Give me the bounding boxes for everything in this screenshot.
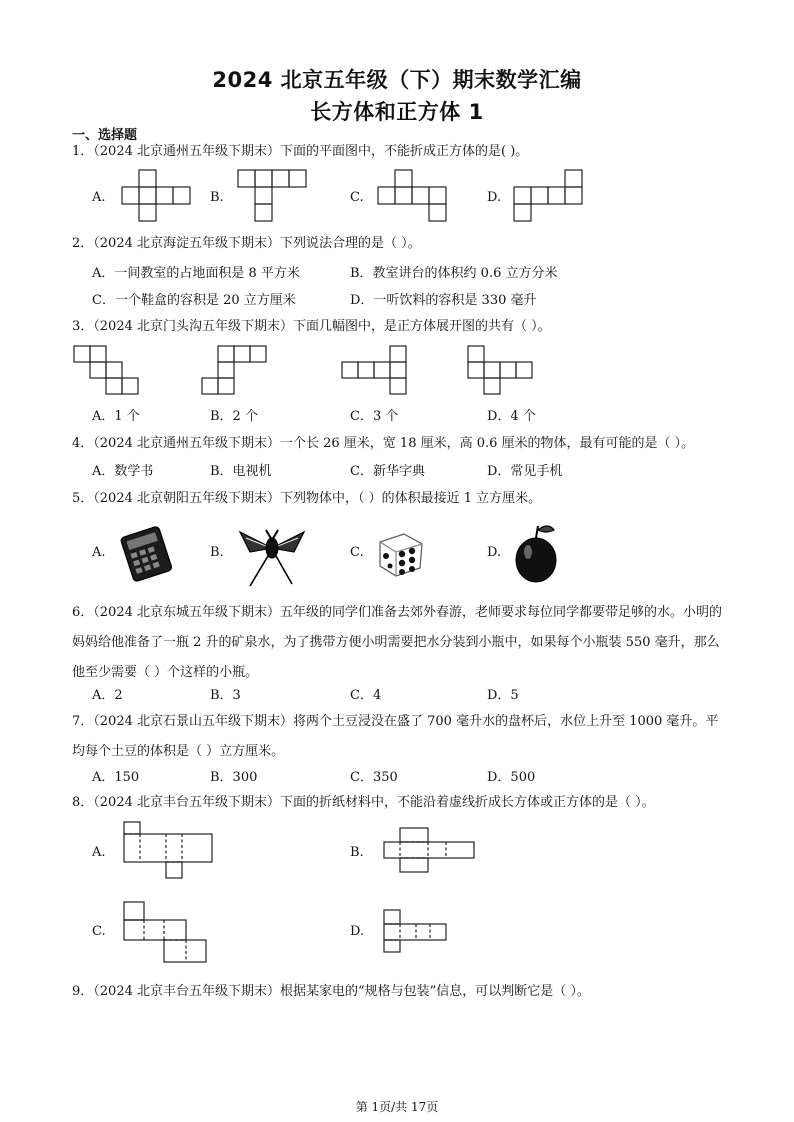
kite-icon (236, 518, 308, 588)
q2-option-b[interactable]: B．教室讲台的体积约 0.6 立方分米 (350, 266, 558, 281)
q3-option-b[interactable]: B．2 个 (210, 409, 258, 424)
q8-material-a-figure (122, 822, 214, 880)
q8-option-d-label[interactable]: D. (350, 924, 365, 939)
question-7: 7．（2024 北京石景山五年级下期末）将两个土豆浸没在盛了 700 毫升水的盘杯后，水位上升至 1000 毫升。平均每个土豆的体积是（ ）立方厘米。 (72, 714, 719, 759)
q3-net-2-figure (202, 346, 272, 396)
q2-option-d[interactable]: D．一听饮料的容积是 330 毫升 (350, 293, 537, 308)
q1-net-c-figure (378, 170, 448, 224)
page-title: 2024 北京五年级（下）期末数学汇编 (212, 68, 582, 92)
q7-option-c[interactable]: C．350 (350, 770, 398, 785)
question-6: 6．（2024 北京东城五年级下期末）五年级的同学们准备去郊外春游，老师要求每位同学都要带足够的水。小明的妈妈给他准备了一瓶 2 升的矿泉水，为了携带方便小明需要把水分装到小瓶中，如果每个小瓶装 550 毫升，那么他至少需要（ ）个这样的小瓶。 (72, 605, 722, 680)
q6-option-c[interactable]: C．4 (350, 688, 382, 703)
apple-icon (512, 520, 560, 584)
q5-option-c-label[interactable]: C. (350, 545, 364, 560)
q4-option-c[interactable]: C．新华字典 (350, 464, 425, 479)
q6-option-d[interactable]: D．5 (487, 688, 519, 703)
question-5: 5．（2024 北京朝阳五年级下期末）下列物体中，（ ）的体积最接近 1 立方厘米。 (72, 491, 542, 506)
q1-option-b-label[interactable]: B. (210, 190, 224, 205)
q3-net-1-figure (74, 346, 144, 396)
q2-option-c[interactable]: C．一个鞋盒的容积是 20 立方厘米 (92, 293, 296, 308)
q1-net-d-figure (514, 170, 584, 224)
q8-material-d-figure (382, 908, 448, 954)
q4-option-a[interactable]: A．数学书 (92, 464, 154, 479)
q4-option-b[interactable]: B．电视机 (210, 464, 272, 479)
q3-option-a[interactable]: A．1 个 (92, 409, 140, 424)
q3-option-c[interactable]: C．3 个 (350, 409, 399, 424)
page-number: 第 1页/共 17页 (355, 1100, 439, 1114)
q6-option-a[interactable]: A．2 (92, 688, 123, 703)
q8-material-b-figure (382, 826, 476, 874)
calculator-icon (118, 525, 174, 581)
q5-option-d-label[interactable]: D. (487, 545, 502, 560)
question-1: 1．（2024 北京通州五年级下期末）下面的平面图中，不能折成正方体的是( )。 (72, 144, 529, 159)
question-3: 3．（2024 北京门头沟五年级下期末）下面几幅图中，是正方体展开图的共有（ ）。 (72, 319, 551, 334)
q8-option-b-label[interactable]: B. (350, 845, 364, 860)
q2-option-a[interactable]: A．一间教室的占地面积是 8 平方米 (92, 266, 300, 281)
page-subtitle: 长方体和正方体 1 (310, 100, 484, 124)
q7-option-b[interactable]: B．300 (210, 770, 258, 785)
question-9: 9．（2024 北京丰台五年级下期末）根据某家电的“规格与包装”信息，可以判断它是（ ）。 (72, 984, 590, 999)
q1-net-a-figure (122, 170, 192, 222)
q3-option-d[interactable]: D．4 个 (487, 409, 536, 424)
question-8: 8．（2024 北京丰台五年级下期末）下面的折纸材料中，不能沿着虚线折成长方体或正方体的是（ ）。 (72, 795, 655, 810)
q7-option-d[interactable]: D．500 (487, 770, 536, 785)
q1-option-d-label[interactable]: D. (487, 190, 502, 205)
q8-option-c-label[interactable]: C. (92, 924, 106, 939)
q8-material-c-figure (122, 900, 210, 966)
q1-option-c-label[interactable]: C. (350, 190, 364, 205)
q5-option-a-label[interactable]: A. (92, 545, 106, 560)
q6-option-b[interactable]: B．3 (210, 688, 241, 703)
question-4: 4．（2024 北京通州五年级下期末）一个长 26 厘米，宽 18 厘米，高 0.6 厘米的物体，最有可能的是（ ）。 (72, 436, 695, 451)
q7-option-a[interactable]: A．150 (92, 770, 140, 785)
q1-net-b-figure (238, 170, 308, 224)
q5-option-b-label[interactable]: B. (210, 545, 224, 560)
q3-net-4-figure (468, 346, 538, 396)
dice-icon (374, 526, 426, 578)
q8-option-a-label[interactable]: A. (92, 845, 106, 860)
q1-option-a-label[interactable]: A. (92, 190, 106, 205)
question-2: 2．（2024 北京海淀五年级下期末）下列说法合理的是（ ）。 (72, 236, 421, 251)
q4-option-d[interactable]: D．常见手机 (487, 464, 563, 479)
q3-net-3-figure (342, 346, 412, 396)
section-heading: 一、选择题 (72, 128, 138, 143)
